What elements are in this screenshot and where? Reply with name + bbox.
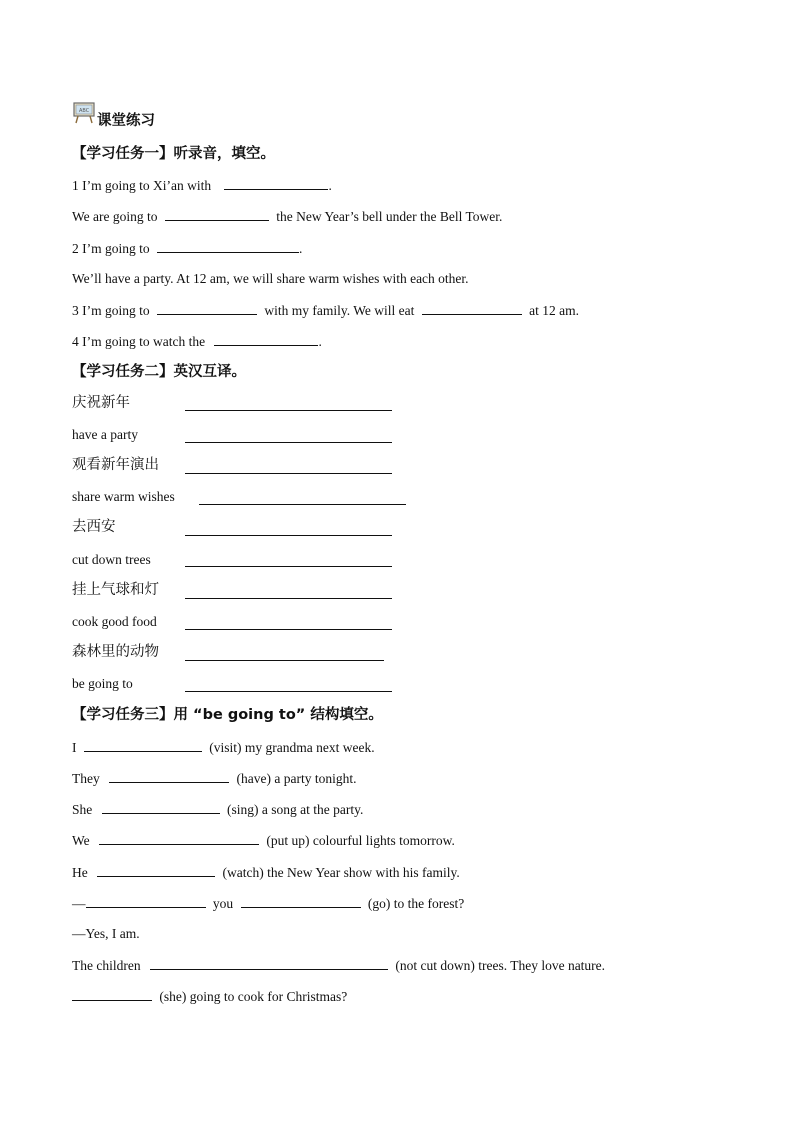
task1-heading: 【学习任务一】听录音，填空。 <box>72 146 275 162</box>
task3-line-4 <box>72 831 455 850</box>
task2-heading: 【学习任务二】英汉互译。 <box>72 364 246 380</box>
task1-line-2 <box>72 207 502 226</box>
line-text: . <box>328 178 332 193</box>
line-text: with my family. We will eat <box>264 303 415 318</box>
answer-blank[interactable] <box>157 301 257 315</box>
answer-blank[interactable] <box>165 207 269 221</box>
line-text: — <box>72 896 86 911</box>
task2-item: 观看新年演出 <box>72 457 159 473</box>
answer-blank[interactable] <box>422 301 522 315</box>
line-text: (sing) a song at the party. <box>227 802 364 817</box>
line-text: (have) a party tonight. <box>236 771 357 786</box>
answer-line[interactable] <box>185 629 392 630</box>
answer-blank[interactable] <box>86 894 206 908</box>
line-text: I <box>72 740 77 755</box>
line-text: (not cut down) trees. They love nature. <box>395 958 606 973</box>
line-text: They <box>72 771 100 786</box>
answer-blank[interactable] <box>72 987 152 1001</box>
line-text: (watch) the New Year show with his family. <box>222 865 460 880</box>
answer-line[interactable] <box>185 442 392 443</box>
task2-item: cook good food <box>72 614 157 629</box>
answer-line[interactable] <box>185 473 392 474</box>
line-text: 4 I’m going to watch the <box>72 334 206 349</box>
task3-line-2 <box>72 769 356 788</box>
answer-blank[interactable] <box>224 176 328 190</box>
answer-line[interactable] <box>185 691 392 692</box>
answer-blank[interactable] <box>84 738 202 752</box>
task2-item: have a party <box>72 427 138 442</box>
answer-blank[interactable] <box>157 239 299 253</box>
line-text: you <box>212 896 234 911</box>
task2-item: 庆祝新年 <box>72 395 130 411</box>
task2-item: share warm wishes <box>72 489 175 504</box>
task3-line-1 <box>72 738 375 757</box>
svg-text:ABC: ABC <box>79 108 90 114</box>
line-text: He <box>72 865 88 880</box>
answer-blank[interactable] <box>97 863 215 877</box>
task3-line-7: —Yes, I am. <box>72 926 140 941</box>
answer-line[interactable] <box>185 535 392 536</box>
task1-line-5 <box>72 301 579 320</box>
answer-blank[interactable] <box>102 800 220 814</box>
blackboard-icon <box>73 102 95 124</box>
task3-line-6 <box>72 894 464 913</box>
line-text: . <box>299 241 303 256</box>
task1-line-4: We’ll have a party. At 12 am, we will share warm wishes with each other. <box>72 271 469 286</box>
task2-item: be going to <box>72 676 133 691</box>
line-text: (visit) my grandma next week. <box>209 740 375 755</box>
line-text: . <box>318 334 322 349</box>
answer-line[interactable] <box>199 504 406 505</box>
answer-blank[interactable] <box>214 332 318 346</box>
task1-line-3 <box>72 239 302 258</box>
line-text: The children <box>72 958 141 973</box>
line-text: (put up) colourful lights tomorrow. <box>266 833 455 848</box>
answer-line[interactable] <box>185 410 392 411</box>
line-text: We are going to <box>72 209 158 224</box>
answer-blank[interactable] <box>150 956 388 970</box>
task2-item: 森林里的动物 <box>72 644 159 660</box>
line-text: the New Year’s bell under the Bell Tower. <box>276 209 503 224</box>
answer-line[interactable] <box>185 660 384 661</box>
line-text: She <box>72 802 93 817</box>
line-text: 1 I’m going to Xi’an with <box>72 178 212 193</box>
task3-line-9 <box>72 987 347 1006</box>
answer-blank[interactable] <box>109 769 229 783</box>
task3-line-3 <box>72 800 363 819</box>
task3-heading: 【学习任务三】用 “be going to” 结构填空。 <box>72 707 383 723</box>
task2-item: 去西安 <box>72 519 116 535</box>
task3-line-5 <box>72 863 460 882</box>
answer-blank[interactable] <box>99 831 259 845</box>
task2-item: cut down trees <box>72 552 151 567</box>
line-text: (she) going to cook for Christmas? <box>159 989 348 1004</box>
section-title: 课堂练习 <box>97 113 155 129</box>
task1-line-6 <box>72 332 322 351</box>
answer-line[interactable] <box>185 598 392 599</box>
line-text: at 12 am. <box>529 303 580 318</box>
task1-line-1 <box>72 176 332 195</box>
answer-line[interactable] <box>185 566 392 567</box>
answer-blank[interactable] <box>241 894 361 908</box>
line-text: 2 I’m going to <box>72 241 150 256</box>
task3-line-8 <box>72 956 605 975</box>
line-text: 3 I’m going to <box>72 303 150 318</box>
line-text: We <box>72 833 90 848</box>
task2-item: 挂上气球和灯 <box>72 582 159 598</box>
line-text: (go) to the forest? <box>367 896 465 911</box>
